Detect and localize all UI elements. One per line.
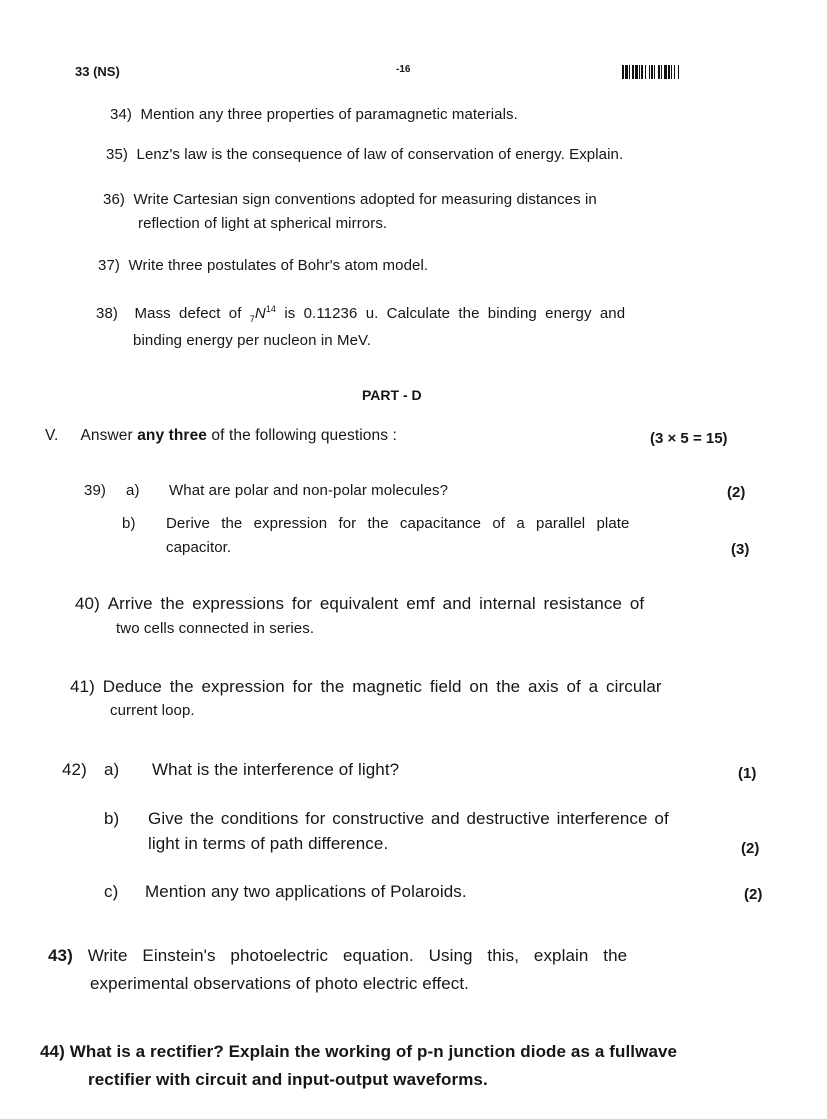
section-roman: V. [45,427,59,444]
question-44 [40,1042,677,1062]
barcode-icon [622,65,730,79]
question-42b-label: b) [104,809,120,828]
section-instruction [45,427,397,445]
part-title: PART - D [362,387,422,403]
question-text-line1: What is a rectifier? Explain the working of p-n junction diode as a fullwave [69,1042,678,1061]
question-40-line2: two cells connected in series. [116,620,315,637]
question-number: 35) [106,146,128,163]
question-42b-line1: Give the conditions for constructive and destructive interference of [148,809,669,828]
question-42b-line2: light in terms of path difference. [148,834,389,853]
question-text-line1: Write Cartesian sign conventions adopted for measuring distances in [133,191,597,208]
question-39a-marks: (2) [727,484,746,501]
question-39b-marks: (3) [731,541,750,558]
barcode-bar [679,65,681,79]
atomic-number: 7 [249,314,255,324]
question-text: Mass defect of [134,305,242,322]
question-number: 43) [48,946,73,965]
question-44-line2: rectifier with circuit and input-output waveforms. [88,1070,488,1089]
question-number: 38) [96,305,118,322]
question-text: Mention any three properties of paramagnetic materials. [140,106,518,123]
question-number: 40) [75,594,100,613]
question-39-number: 39) [84,482,106,499]
question-42c-text: Mention any two applications of Polaroids. [145,882,467,901]
question-39b-label: b) [122,515,136,532]
question-40 [75,594,644,614]
section-marks: (3 × 5 = 15) [650,430,728,447]
element-symbol: N [254,305,266,322]
question-42b-marks: (2) [741,840,760,857]
question-number: 37) [98,257,120,274]
question-42-number: 42) [62,760,87,779]
question-43-line2: experimental observations of photo electric effect. [90,974,469,993]
question-37 [98,257,428,274]
question-43 [48,946,627,966]
question-text-cont: is 0.11236 u. Calculate the binding energy and [284,305,626,322]
question-42a-label: a) [104,760,120,779]
question-42c-marks: (2) [744,886,763,903]
question-text-line1: Deduce the expression for the magnetic field on the axis of a circular [102,677,662,696]
question-39b-line1: Derive the expression for the capacitance of a parallel plate [166,515,630,532]
question-number: 36) [103,191,125,208]
question-number: 41) [70,677,95,696]
instruction-emphasis: any three [137,427,208,444]
paper-code: 33 (NS) [75,64,120,79]
instruction-pre: Answer [80,427,138,444]
instruction-post: of the following questions : [207,427,397,444]
question-38 [96,304,625,324]
question-36 [103,191,597,208]
question-41-line2: current loop. [110,702,195,719]
page-number: -16 [396,64,411,75]
question-39a-label: a) [126,482,140,499]
question-number: 34) [110,106,132,123]
question-text-line1: Arrive the expressions for equivalent emf and internal resistance of [107,594,645,613]
question-42a-text: What is the interference of light? [152,760,400,779]
question-34 [110,106,518,123]
question-41 [70,677,662,697]
question-42a-marks: (1) [738,765,757,782]
question-text: Lenz's law is the consequence of law of conservation of energy. Explain. [136,146,624,163]
question-36-line2: reflection of light at spherical mirrors. [138,215,388,232]
question-39b-line2: capacitor. [166,539,232,556]
question-text-line1: Write Einstein's photoelectric equation. Using this, explain the [87,946,628,965]
question-text: Write three postulates of Bohr's atom model. [128,257,429,274]
question-42c-label: c) [104,882,119,901]
mass-number: 14 [265,304,277,314]
question-number: 44) [40,1042,65,1061]
question-35 [106,146,623,163]
question-39a-text: What are polar and non-polar molecules? [169,482,449,499]
question-38-line2: binding energy per nucleon in MeV. [133,332,372,349]
